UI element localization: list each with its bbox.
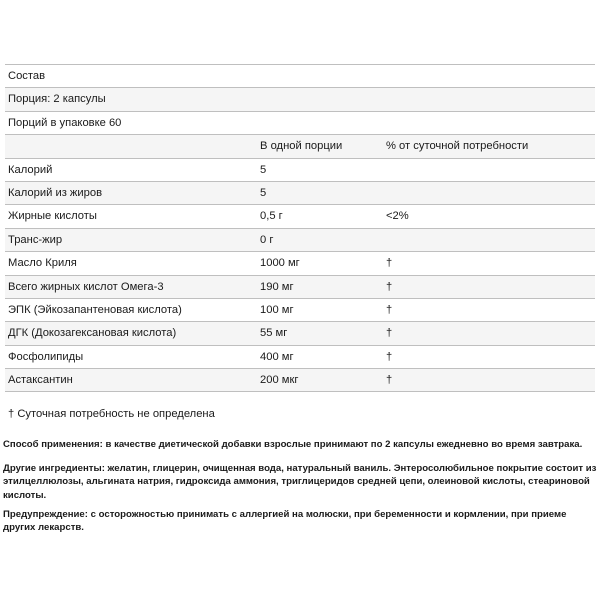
usage-label: Способ применения: <box>3 439 103 450</box>
facts-row-name: Фосфолипиды <box>8 350 84 363</box>
facts-row-amount: 0,5 г <box>260 210 283 223</box>
facts-row <box>5 112 595 135</box>
facts-row-daily-value: † <box>386 350 393 363</box>
facts-row-daily-value: † <box>386 374 393 387</box>
facts-row-daily-value: † <box>386 257 393 270</box>
facts-row-name: Жирные кислоты <box>8 210 97 223</box>
facts-row-name: ДГК (Докозагексановая кислота) <box>8 327 177 340</box>
facts-row-name: Транс-жир <box>8 233 63 246</box>
facts-row-name: Порция: 2 капсулы <box>8 93 106 106</box>
facts-row <box>5 65 595 88</box>
facts-row <box>5 135 595 158</box>
facts-row <box>5 346 595 369</box>
facts-row-name: Калорий <box>8 163 53 176</box>
usage-paragraph <box>3 438 597 451</box>
facts-row <box>5 229 595 252</box>
facts-row-name: Астаксантин <box>8 374 73 387</box>
facts-row <box>5 299 595 322</box>
usage-text: в качестве диетической добавки взрослые принимают по 2 капсулы ежедневно во время завтрака. <box>102 439 583 450</box>
facts-row-amount: 5 <box>260 163 267 176</box>
facts-row-amount: В одной порции <box>260 140 343 153</box>
facts-row-amount: 55 мг <box>260 327 288 340</box>
facts-row-name: Состав <box>8 70 46 82</box>
daily-value-footnote: † Суточная потребность не определена <box>8 408 215 420</box>
facts-row-amount: 0 г <box>260 233 274 246</box>
facts-row-amount: 190 мг <box>260 280 294 293</box>
facts-row <box>5 369 595 392</box>
facts-row-daily-value: † <box>386 280 393 293</box>
facts-row-daily-value: † <box>386 303 393 316</box>
facts-row <box>5 205 595 228</box>
facts-row-daily-value: † <box>386 327 393 340</box>
facts-row <box>5 252 595 275</box>
ingredients-text: желатин, глицерин, очищенная вода, натуральный ваниль. Энтеросолюбильное покрытие состоит из этилцеллюлозы, альгината натрия, гидроксида аммония, триглицеридов средней цепи, олеиновой кислоты, стеариновой кислоты. <box>3 463 597 501</box>
facts-row <box>5 276 595 299</box>
facts-row-name: Масло Криля <box>8 257 77 270</box>
facts-row-name: Всего жирных кислот Омега-3 <box>8 280 164 293</box>
warning-label: Предупреждение: <box>3 509 88 520</box>
facts-row-daily-value: <2% <box>386 210 409 223</box>
facts-row-daily-value: % от суточной потребности <box>386 140 529 153</box>
ingredients-paragraph <box>3 462 597 502</box>
facts-row-amount: 200 мкг <box>260 374 299 387</box>
facts-row-amount: 5 <box>260 186 267 199</box>
facts-row-amount: 400 мг <box>260 350 294 363</box>
facts-row <box>5 159 595 182</box>
facts-row-amount: 1000 мг <box>260 257 300 270</box>
ingredients-label: Другие ингредиенты: <box>3 463 105 474</box>
warning-text: с осторожностью принимать с аллергией на молюски, при беременности и кормлении, при приеме других лекарств. <box>3 509 567 534</box>
facts-row <box>5 322 595 345</box>
facts-row-name: ЭПК (Эйкозапантеновая кислота) <box>8 303 182 316</box>
supplement-facts-table <box>5 64 595 392</box>
warning-paragraph <box>3 508 597 535</box>
facts-row-name: Порций в упаковке 60 <box>8 116 122 129</box>
facts-row <box>5 182 595 205</box>
facts-row-name: Калорий из жиров <box>8 186 103 199</box>
facts-row <box>5 88 595 111</box>
facts-row-amount: 100 мг <box>260 303 294 316</box>
